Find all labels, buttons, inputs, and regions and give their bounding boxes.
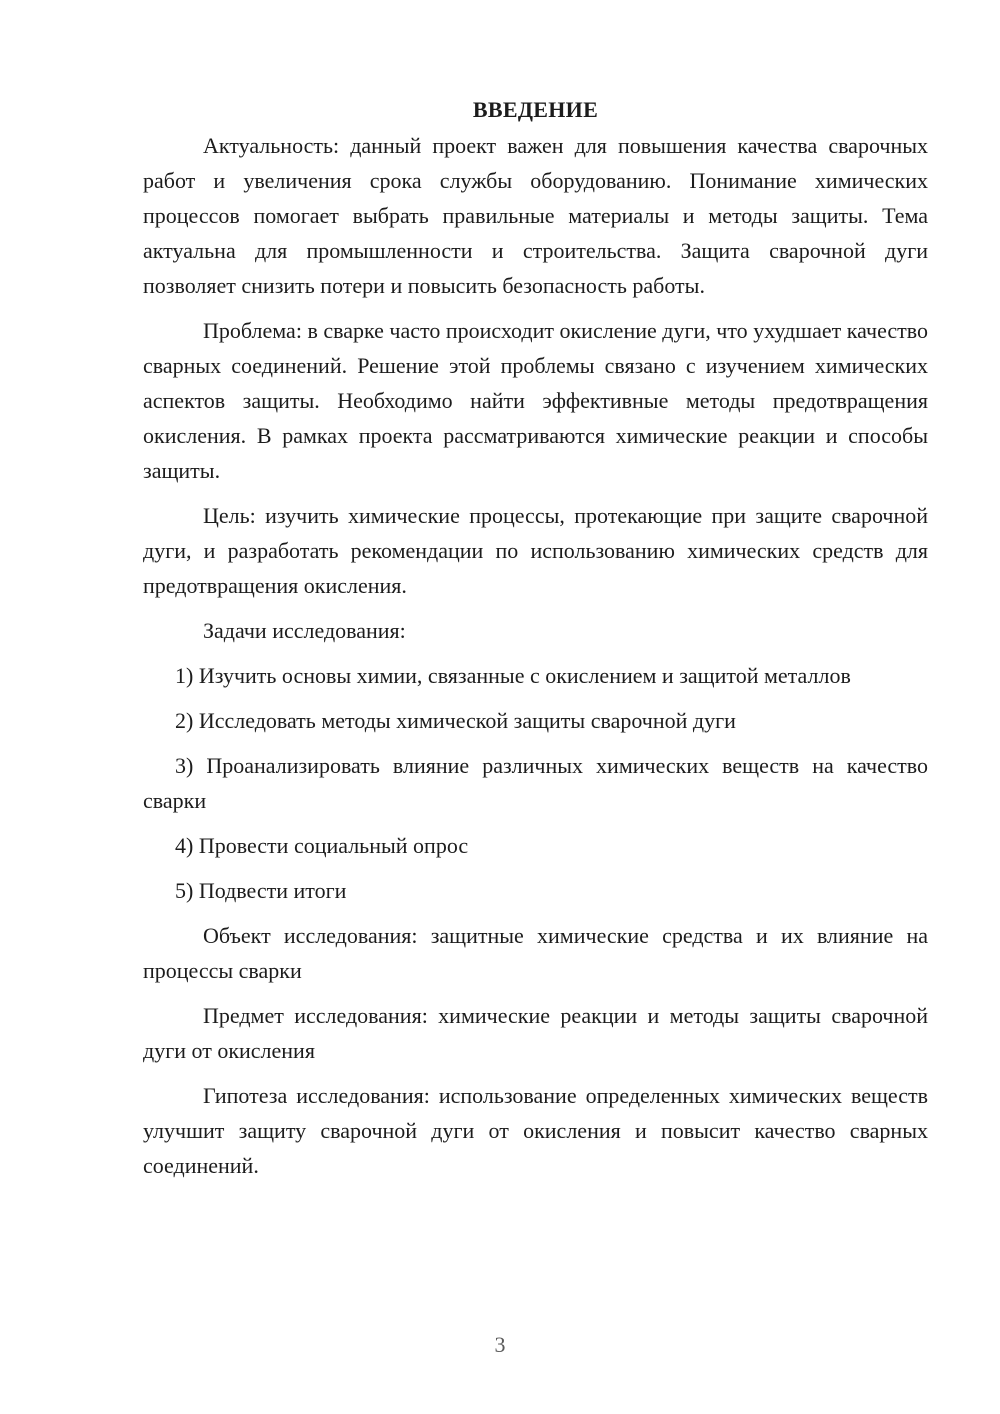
object-paragraph: Объект исследования: защитные химические средства и их влияние на процессы сварки (143, 923, 928, 983)
section-title: ВВЕДЕНИЕ (472, 97, 599, 122)
relevance-paragraph: Актуальность: данный проект важен для повышения качества сварочных работ и увеличения срока службы оборудованию. Понимание химических процессов помогает выбрать правильные материалы и методы защиты. Тема актуальна для промышленности и строительства. Защита сварочной дуги позволяет снизить потери и повысить безопасность работы. (143, 133, 928, 298)
list-item: 5) Подвести итоги (175, 878, 347, 903)
document-page (143, 92, 928, 1183)
subject-paragraph: Предмет исследования: химические реакции и методы защиты сварочной дуги от окисления (143, 1003, 928, 1063)
list-item: 1) Изучить основы химии, связанные с окислением и защитой металлов (175, 663, 851, 688)
list-item: 3) Проанализировать влияние различных химических веществ на качество сварки (143, 753, 928, 813)
list-item: 4) Провести социальный опрос (175, 833, 469, 858)
tasks-list (143, 658, 928, 908)
problem-paragraph: Проблема: в сварке часто происходит окисление дуги, что ухудшает качество сварных соединений. Решение этой проблемы связано с изучением химических аспектов защиты. Необходимо найти эффективные методы предотвращения окисления. В рамках проекта рассматриваются химические реакции и способы защиты. (143, 318, 928, 483)
list-item: 2) Исследовать методы химической защиты сварочной дуги (175, 708, 736, 733)
hypothesis-paragraph: Гипотеза исследования: использование определенных химических веществ улучшит защиту сварочной дуги от окисления и повысит качество сварных соединений. (143, 1083, 928, 1178)
goal-paragraph: Цель: изучить химические процессы, протекающие при защите сварочной дуги, и разработать рекомендации по использованию химических средств для предотвращения окисления. (143, 503, 928, 598)
page-number: 3 (494, 1332, 506, 1357)
tasks-heading: Задачи исследования: (203, 618, 406, 643)
